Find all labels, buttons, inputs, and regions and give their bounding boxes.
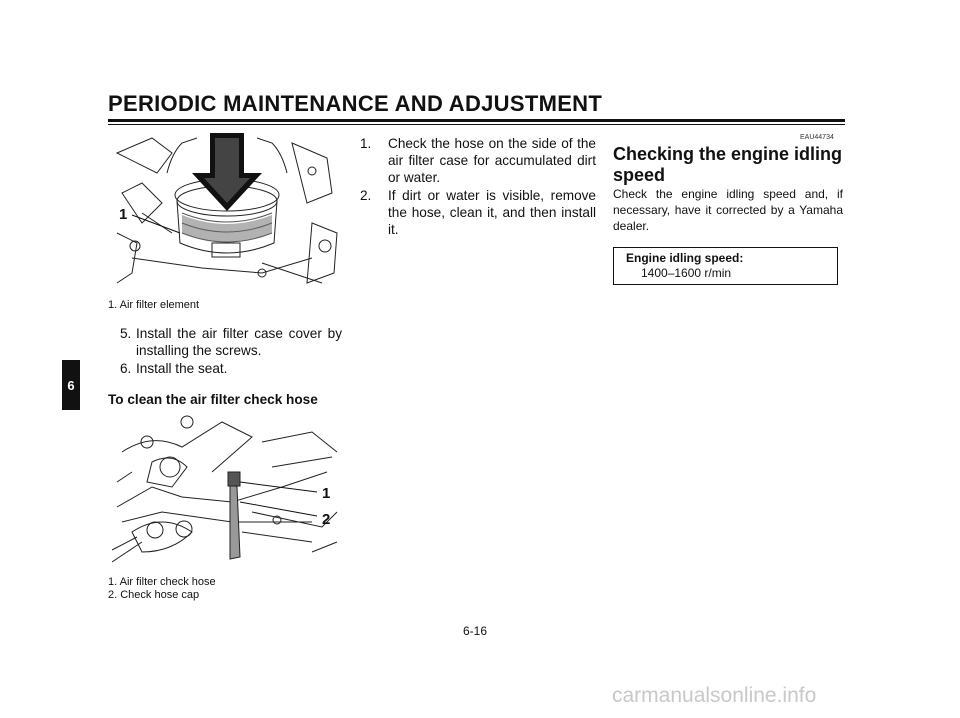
step-5-text: Install the air filter case cover by installing the screws. bbox=[136, 326, 342, 358]
page-header-title: PERIODIC MAINTENANCE AND ADJUSTMENT bbox=[108, 91, 603, 116]
check-hose-illustration bbox=[112, 412, 342, 570]
spec-value: 1400–1600 r/min bbox=[641, 266, 732, 280]
header-rule-thin bbox=[108, 124, 845, 125]
figure1-caption: 1. Air filter element bbox=[108, 299, 200, 311]
figure1-callout-1: 1 bbox=[119, 206, 128, 223]
page-number: 6-16 bbox=[463, 624, 488, 638]
spec-label: Engine idling speed: bbox=[626, 251, 744, 265]
step-5 bbox=[120, 325, 342, 359]
figure2-caption-1: 1. Air filter check hose bbox=[108, 576, 216, 588]
check-step-1-text: Check the hose on the side of the air filter case for accumulated dirt or water. bbox=[388, 136, 596, 185]
step-6-number: 6. bbox=[120, 361, 132, 376]
watermark: carmanualsonline.info bbox=[612, 684, 817, 707]
check-step-2-number: 2. bbox=[360, 188, 372, 203]
figure2-callout-2: 2 bbox=[322, 511, 331, 528]
header-rule bbox=[108, 119, 845, 122]
section-body: Check the engine idling speed and, if necessary, have it corrected by a Yamaha dealer. bbox=[613, 187, 843, 233]
check-step-2-text: If dirt or water is visible, remove the hose, clean it, and then install it. bbox=[388, 188, 596, 237]
figure2-callout-1: 1 bbox=[322, 485, 331, 502]
step-5-number: 5. bbox=[120, 326, 132, 341]
chapter-tab: 6 bbox=[62, 360, 80, 410]
figure2-caption-2: 2. Check hose cap bbox=[108, 589, 200, 601]
check-step-1 bbox=[360, 135, 596, 187]
check-step-1-number: 1. bbox=[360, 136, 372, 151]
section-title: Checking the engine idling speed bbox=[613, 144, 843, 185]
step-6 bbox=[120, 360, 342, 377]
air-filter-element-illustration bbox=[112, 133, 342, 293]
section-code: EAU44734 bbox=[800, 134, 834, 141]
step-6-text: Install the seat. bbox=[136, 361, 228, 376]
check-step-2 bbox=[360, 187, 596, 239]
check-hose-subheading: To clean the air filter check hose bbox=[108, 392, 318, 407]
